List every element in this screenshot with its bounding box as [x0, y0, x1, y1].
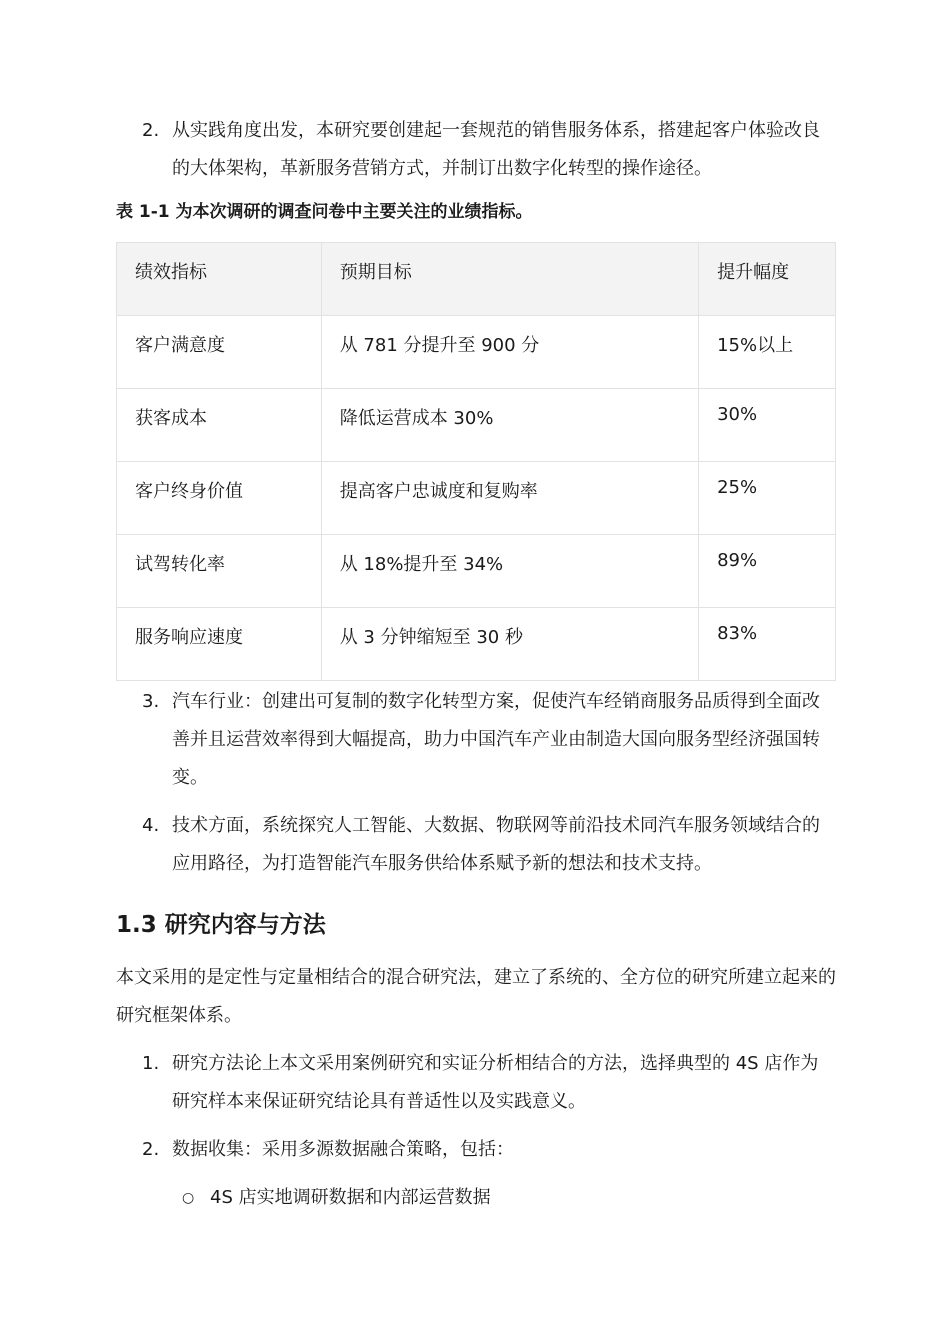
table-header-cell: 绩效指标	[117, 243, 322, 316]
list-bottom	[116, 1045, 836, 1169]
list-number: 2.	[142, 1139, 160, 1160]
table-cell: 25%	[699, 462, 836, 535]
table-cell: 83%	[699, 608, 836, 681]
table-header-row	[117, 243, 836, 316]
list-text: 汽车行业：创建出可复制的数字化转型方案，促使汽车经销商服务品质得到全面改善并且运营效率得到大幅提高，助力中国汽车产业由制造大国向服务型经济强国转变。	[172, 691, 820, 788]
list-text: 数据收集：采用多源数据融合策略，包括：	[172, 1139, 514, 1160]
list-item	[116, 683, 836, 797]
list-number: 2.	[142, 120, 160, 141]
table-cell: 获客成本	[117, 389, 322, 462]
list-number: 1.	[142, 1053, 160, 1074]
circle-bullet-icon: ○	[182, 1190, 195, 1206]
section-title: 1.3 研究内容与方法	[116, 912, 326, 938]
table-caption: 表 1-1 为本次调研的调查问卷中主要关注的业绩指标。	[116, 202, 533, 222]
list-number: 3.	[142, 691, 160, 712]
table-header-cell: 提升幅度	[699, 243, 836, 316]
table-cell: 服务响应速度	[117, 608, 322, 681]
sub-list	[116, 1179, 836, 1217]
table-cell: 30%	[699, 389, 836, 462]
list-mid	[116, 683, 836, 883]
table-row	[117, 608, 836, 681]
table-cell: 89%	[699, 535, 836, 608]
table-row	[117, 535, 836, 608]
list-text: 技术方面，系统探究人工智能、大数据、物联网等前沿技术同汽车服务领域结合的应用路径，为打造智能汽车服务供给体系赋予新的想法和技术支持。	[172, 815, 820, 874]
table-header-cell: 预期目标	[321, 243, 698, 316]
list-number: 4.	[142, 815, 160, 836]
table-cell: 从 781 分提升至 900 分	[321, 316, 698, 389]
table-row	[117, 389, 836, 462]
table-row	[117, 462, 836, 535]
table-cell: 15%以上	[699, 316, 836, 389]
list-text: 从实践角度出发，本研究要创建起一套规范的销售服务体系，搭建起客户体验改良的大体架构，革新服务营销方式，并制订出数字化转型的操作途径。	[172, 120, 820, 179]
sub-list-text: 4S 店实地调研数据和内部运营数据	[210, 1187, 491, 1208]
table-cell: 试驾转化率	[117, 535, 322, 608]
sub-list-item	[116, 1179, 836, 1217]
list-item	[116, 1045, 836, 1121]
table-cell: 客户满意度	[117, 316, 322, 389]
table-cell: 客户终身价值	[117, 462, 322, 535]
table-cell: 提高客户忠诚度和复购率	[321, 462, 698, 535]
list-item	[116, 112, 836, 188]
list-top	[116, 112, 836, 188]
table-cell: 从 3 分钟缩短至 30 秒	[321, 608, 698, 681]
table-row	[117, 316, 836, 389]
metrics-table	[116, 242, 836, 681]
list-item	[116, 807, 836, 883]
table-cell: 从 18%提升至 34%	[321, 535, 698, 608]
list-text: 研究方法论上本文采用案例研究和实证分析相结合的方法，选择典型的 4S 店作为研究样本来保证研究结论具有普适性以及实践意义。	[172, 1053, 819, 1112]
table-cell: 降低运营成本 30%	[321, 389, 698, 462]
document-page	[116, 112, 836, 1217]
section-paragraph: 本文采用的是定性与定量相结合的混合研究法，建立了系统的、全方位的研究所建立起来的研究框架体系。	[116, 967, 836, 1026]
list-item	[116, 1131, 836, 1169]
